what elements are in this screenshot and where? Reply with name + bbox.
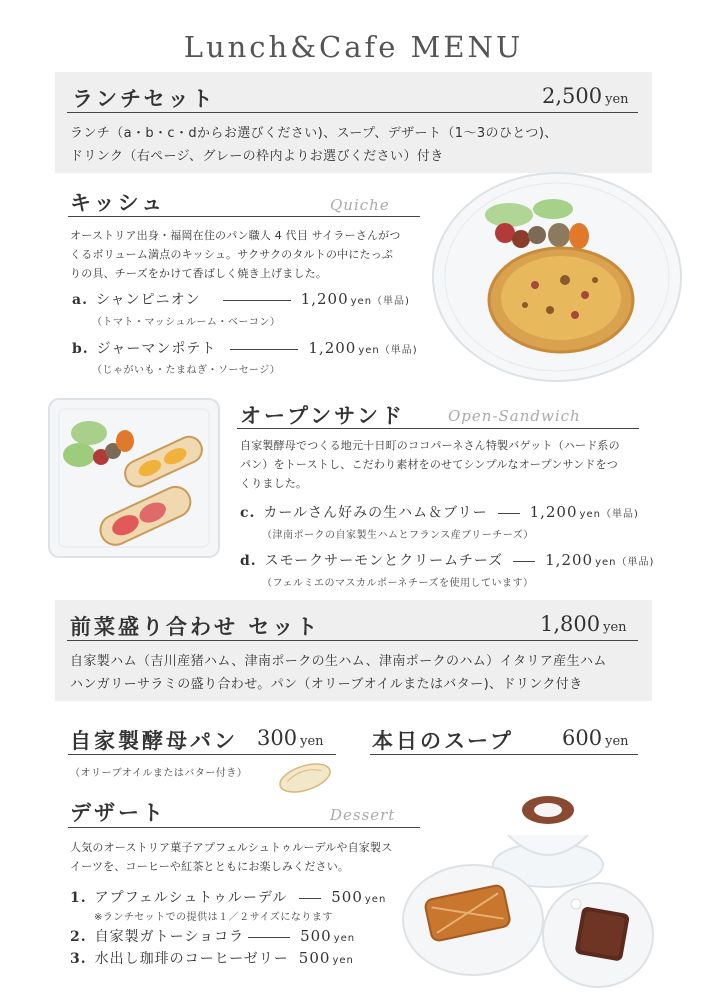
- dessert-item-3: [70, 948, 354, 968]
- menu-item-b-sub: （じゃがいも・たまねぎ・ソーセージ）: [92, 365, 281, 376]
- appetizer-price: [540, 612, 627, 636]
- menu-item-a: [72, 289, 410, 309]
- open-sandwich-script-title: Open-Sandwich: [448, 407, 581, 425]
- open-sandwich-desc-line: パン）をトーストし、こだわり素材をのせてシンプルなオープンサンドをつ: [240, 458, 618, 471]
- item-leader: [223, 300, 291, 301]
- menu-item-a-sub: （トマト・マッシュルーム・ベーコン）: [92, 317, 281, 328]
- page-title: Lunch&Cafe MENU: [183, 30, 524, 64]
- bread-price: [257, 726, 324, 750]
- menu-item-c-sub: （津南ポークの自家製生ハムとフランス産ブリーチーズ）: [262, 530, 534, 541]
- soup-price-value: 600: [562, 726, 603, 750]
- item-price: 500: [331, 888, 363, 906]
- appetizer-desc-line: ハンガリーサラミの盛り合わせ。パン（オリーブオイルまたはバター)、ドリンク付き: [70, 677, 583, 692]
- item-price: 1,200: [529, 503, 578, 521]
- item-unit: yen: [364, 894, 387, 905]
- quiche-rule: [68, 216, 420, 217]
- lunch-set-description: [70, 122, 650, 168]
- dessert-desc-line: 人気のオーストリア菓子アプフェルシュトゥルーデルや自家製ス: [70, 841, 393, 854]
- item-mark: c.: [240, 505, 256, 521]
- item-leader: [248, 937, 290, 938]
- menu-item-d-sub: （フェルミエのマスカルポーネチーズを使用しています）: [262, 578, 534, 589]
- dessert-heading: デザート: [70, 801, 166, 825]
- menu-item-b: [72, 338, 418, 358]
- menu-item-d: [240, 550, 654, 570]
- open-sandwich-rule: [237, 428, 639, 429]
- item-mark: b.: [72, 341, 89, 357]
- quiche-description: [70, 226, 430, 283]
- item-leader: [230, 349, 298, 350]
- item-mark: d.: [240, 553, 257, 569]
- bread-price-value: 300: [257, 726, 298, 750]
- open-sandwich-desc-line: 自家製酵母でつくる地元十日町のココパーネさん特製バゲット（ハード系の: [240, 439, 620, 452]
- item-price: 500: [298, 949, 331, 967]
- item-mark: 3.: [70, 951, 87, 967]
- item-unit: yen（単品): [579, 509, 639, 520]
- appetizer-price-unit: yen: [603, 620, 627, 635]
- item-name: 自家製ガトーショコラ: [94, 929, 245, 945]
- quiche-heading: キッシュ: [70, 191, 166, 215]
- dessert-illustration: [398, 780, 668, 1000]
- lunch-set-desc-line: ドリンク（右ページ、グレーの枠内よりお選びください）付き: [70, 149, 444, 164]
- lunch-set-rule: [67, 112, 638, 113]
- appetizer-desc-line: 自家製ハム（吉川産猪ハム、津南ポークの生ハム、津南ポークのハム）イタリア産生ハム: [70, 654, 607, 669]
- quiche-desc-line: りの具、チーズをかけて香ばしく焼き上げました。: [70, 267, 328, 280]
- item-name: カールさん好みの生ハム＆ブリー: [263, 505, 488, 521]
- dessert-rule: [68, 827, 420, 828]
- bread-heading: 自家製酵母パン: [70, 729, 238, 753]
- item-leader: [513, 561, 535, 562]
- open-sandwich-desc-line: くりました。: [240, 477, 308, 490]
- item-leader: [299, 898, 321, 899]
- quiche-desc-line: くるボリューム満点のキッシュ。サクサクのタルトの中にたっぷ: [70, 248, 394, 261]
- lunch-set-price: [542, 84, 629, 108]
- item-name: アプフェルシュトゥルーデル: [94, 890, 288, 906]
- item-unit: yen（単品): [350, 296, 410, 307]
- dessert-item-1: [70, 887, 386, 907]
- bread-illustration: [275, 758, 335, 798]
- quiche-plate-illustration: [425, 165, 685, 390]
- item-price: 1,200: [545, 551, 594, 569]
- soup-price: [562, 726, 629, 750]
- item-price: 1,200: [300, 290, 349, 308]
- quiche-script-title: Quiche: [330, 196, 390, 214]
- item-price: 1,200: [308, 339, 357, 357]
- item-name: スモークサーモンとクリームチーズ: [264, 553, 504, 569]
- dessert-script-title: Dessert: [330, 806, 396, 824]
- dessert-description: [70, 838, 430, 876]
- item-name: 水出し珈琲のコーヒーゼリー: [94, 951, 289, 967]
- open-sandwich-description: [240, 436, 650, 493]
- item-name: シャンピニオン: [95, 292, 201, 308]
- open-sandwich-heading: オープンサンド: [240, 404, 406, 428]
- menu-item-c: [240, 502, 639, 522]
- appetizer-heading: 前菜盛り合わせ セット: [70, 615, 321, 639]
- appetizer-rule: [67, 640, 638, 641]
- open-sandwich-plate-illustration: [45, 393, 225, 563]
- soup-rule: [370, 754, 638, 755]
- lunch-set-desc-line: ランチ（a・b・c・dからお選びください)、スープ、デザート（1〜3のひとつ)、: [70, 126, 558, 141]
- item-unit: yen（単品): [358, 345, 418, 356]
- item-mark: 1.: [70, 890, 87, 906]
- item-mark: a.: [72, 292, 88, 308]
- dessert-item-2: [70, 926, 355, 946]
- dessert-item-1-note: ※ランチセットでの提供は１／２サイズになります: [94, 912, 333, 923]
- item-unit: yen（単品): [595, 557, 655, 568]
- dessert-desc-line: イーツを、コーヒーや紅茶とともにお楽しみください。: [70, 860, 350, 873]
- item-name: ジャーマンポテト: [96, 341, 217, 357]
- lunch-set-price-value: 2,500: [542, 84, 603, 108]
- bread-rule: [68, 754, 336, 755]
- soup-heading: 本日のスープ: [372, 729, 514, 753]
- appetizer-description: [70, 650, 650, 696]
- bread-sub: （オリーブオイルまたはバター付き）: [70, 768, 248, 779]
- bread-price-unit: yen: [300, 734, 324, 749]
- lunch-set-price-unit: yen: [605, 92, 629, 107]
- item-mark: 2.: [70, 929, 87, 945]
- soup-price-unit: yen: [605, 734, 629, 749]
- item-leader: [498, 513, 520, 514]
- item-unit: yen: [333, 933, 356, 944]
- quiche-desc-line: オーストリア出身・福岡在住のパン職人 4 代目 サイラーさんがつ: [70, 229, 401, 242]
- item-price: 500: [300, 927, 332, 945]
- appetizer-price-value: 1,800: [540, 612, 601, 636]
- lunch-set-heading: ランチセット: [72, 87, 216, 111]
- item-unit: yen: [332, 955, 354, 966]
